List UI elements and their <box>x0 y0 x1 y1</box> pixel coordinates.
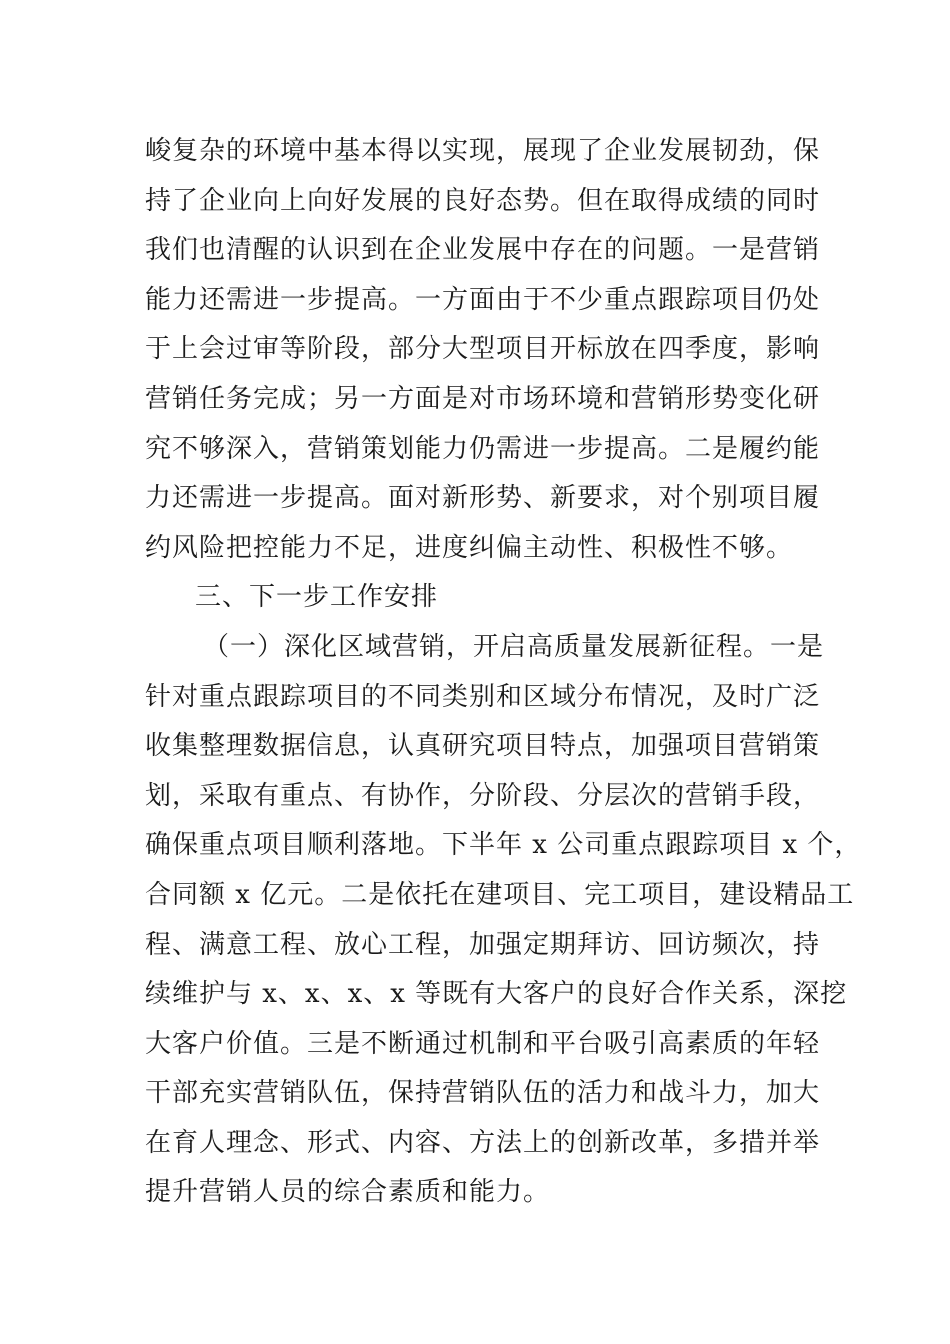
text-line: 合同额 x 亿元。二是依托在建项目、完工项目，建设精品工 <box>145 879 855 910</box>
text-line: 程、满意工程、放心工程，加强定期拜访、回访频次，持 <box>145 929 821 960</box>
text-line: 究不够深入，营销策划能力仍需进一步提高。二是履约能 <box>145 433 821 464</box>
paragraph-problems <box>145 127 821 573</box>
text-line: 在育人理念、形式、内容、方法上的创新改革，多措并举 <box>145 1127 821 1158</box>
text-line: 能力还需进一步提高。一方面由于不少重点跟踪项目仍处 <box>145 284 821 315</box>
text-line: 我们也清醒的认识到在企业发展中存在的问题。一是营销 <box>145 235 821 266</box>
text-line: 力还需进一步提高。面对新形势、新要求，对个别项目履 <box>145 483 821 514</box>
text-line: 约风险把控能力不足，进度纠偏主动性、积极性不够。 <box>145 532 794 563</box>
document-body <box>145 127 862 1218</box>
text-line: 持了企业向上向好发展的良好态势。但在取得成绩的同时 <box>145 185 821 216</box>
text-line: 提升营销人员的综合素质和能力。 <box>145 1177 551 1208</box>
paragraph-regional-marketing <box>145 623 862 1218</box>
text-line: 于上会过审等阶段，部分大型项目开标放在四季度，影响 <box>145 334 821 365</box>
text-line: 营销任务完成；另一方面是对市场环境和营销形势变化研 <box>145 383 821 414</box>
text-line: 确保重点项目顺利落地。下半年 x 公司重点跟踪项目 x 个， <box>145 830 862 861</box>
text-line: 划，采取有重点、有协作，分阶段、分层次的营销手段， <box>145 780 821 811</box>
text-line: 收集整理数据信息，认真研究项目特点，加强项目营销策 <box>145 731 821 762</box>
text-line: 干部充实营销队伍，保持营销队伍的活力和战斗力，加大 <box>145 1078 821 1109</box>
text-line: 续维护与 x、x、x、x 等既有大客户的良好合作关系，深挖 <box>145 979 848 1010</box>
section-heading: 三、下一步工作安排 <box>195 582 439 613</box>
text-line: 针对重点跟踪项目的不同类别和区域分布情况，及时广泛 <box>145 681 821 712</box>
text-line: 大客户价值。三是不断通过机制和平台吸引高素质的年轻 <box>145 1028 821 1059</box>
text-line: （一）深化区域营销，开启高质量发展新征程。一是 <box>203 631 825 662</box>
text-line: 峻复杂的环境中基本得以实现，展现了企业发展韧劲，保 <box>145 136 821 166</box>
